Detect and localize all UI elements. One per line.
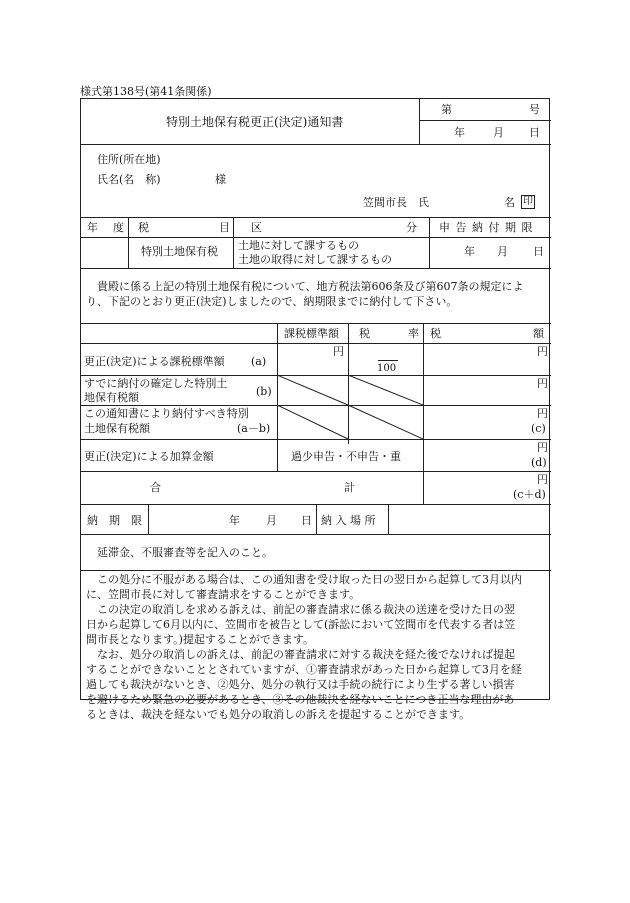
addressee-bottom-rule (81, 217, 551, 218)
number-suffix: 号 (529, 103, 540, 116)
not-applicable-slashes (277, 375, 423, 439)
row-c-mark: (a－b) (237, 422, 271, 435)
title-divider (419, 99, 420, 144)
row-b-label-line-1: すでに納付の確定した特別土 (84, 377, 228, 390)
row-c-label-line-2: 土地保有税額 (84, 422, 150, 435)
payment-deadline-label: 納 期 限 (87, 514, 142, 527)
notice-line-1: 貴殿に係る上記の特別土地保有税について、地方税法第606条及び第607条の規定によ (97, 280, 524, 293)
total-amount-yen: 円 (537, 473, 548, 486)
title-bottom-rule (81, 144, 551, 145)
header-deadline: 申 告 納 付 期 限 (439, 221, 534, 234)
header-amount-1: 税 (430, 327, 441, 340)
remarks-bottom-rule (81, 570, 551, 571)
tax-col-divider-3 (429, 217, 430, 268)
row-b-mark: (b) (256, 385, 272, 398)
header-kubun-2: 分 (406, 221, 417, 234)
payment-day: 日 (301, 514, 312, 527)
rate-fraction-bar (378, 360, 398, 361)
payment-divider-3 (388, 504, 389, 534)
row-a-mark: (a) (251, 355, 267, 368)
row-c-amount-yen: 円 (537, 407, 548, 420)
appeal-p2-line-3: 間市長となります。)提起することができます。 (86, 633, 315, 646)
deadline-day: 日 (533, 245, 544, 258)
row-d-rule (81, 471, 551, 472)
row-b-amount-yen: 円 (537, 377, 548, 390)
appeal-p3-line-5: るときは、裁決を経ないでも処分の取消しの訴えを提起することができます。 (86, 708, 471, 721)
appeal-p3-line-4: を避けるため緊急の必要があるとき、③その他裁決を経ないことにつき正当な理由があ (86, 693, 515, 706)
issuer-title: 笠間市長 氏 (363, 196, 429, 209)
row-d-amount-yen: 円 (537, 441, 548, 454)
row-a-label: 更正(決定)による課税標準額 (84, 355, 225, 368)
name-label: 氏名(名 称) (97, 173, 161, 186)
row-b-label-line-2: 地保有税額 (84, 391, 139, 404)
deadline-month: 月 (497, 245, 508, 258)
appeal-p3-line-3: 過しても裁決がないとき、②処分、処分の執行又は手続の続行により生ずる著しい損害 (86, 678, 515, 691)
row-c-rule (81, 439, 551, 440)
total-label-2: 計 (344, 481, 355, 494)
notice-line-2: り、下記のとおり更正(決定)しましたので、納期限までに納付して下さい。 (86, 295, 458, 308)
appeal-p2-line-2: 日から起算して6月以内に、笠間市を被告として(訴訟において笠間市を代表する者は笠 (86, 618, 516, 631)
calc-col-divider-3 (423, 323, 424, 504)
remarks: 延滞金、不服審査等を記入のこと。 (97, 546, 273, 559)
calc-header-rule (81, 343, 551, 344)
row-d-options: 過少申告・不申告・重 (291, 450, 401, 463)
kubun-acquisition: 土地の取得に対して課するもの (238, 253, 392, 266)
appeal-p1-line-1: この処分に不服がある場合は、この通知書を受け取った日の翌日から起算して3月以内 (97, 573, 522, 586)
row-d-label: 更正(決定)による加算金額 (84, 450, 214, 463)
payment-divider-1 (148, 504, 149, 534)
header-amount-2: 額 (533, 327, 544, 340)
appeal-p3-line-2: することができないこととされていますが、①審査請求があった日から起算して3月を経 (86, 663, 522, 676)
rate-denominator: 100 (377, 363, 397, 374)
header-nendo-1: 年 (87, 221, 98, 234)
seal-mark: 印 (523, 196, 533, 207)
tax-bottom-rule (81, 268, 551, 269)
issue-day-label: 日 (529, 126, 540, 139)
issue-month-label: 月 (493, 126, 504, 139)
header-kubun-1: 区 (251, 221, 262, 234)
issuer-name-label: 名 (504, 196, 515, 209)
header-nendo-2: 度 (113, 221, 124, 234)
number-label: 第 (441, 103, 452, 116)
total-note: (c＋d) (513, 488, 546, 501)
payment-year: 年 (229, 514, 240, 527)
payment-month: 月 (266, 514, 277, 527)
header-zeimoku-2: 目 (219, 221, 230, 234)
row-a-amount-yen: 円 (537, 345, 548, 358)
tax-col-divider-1 (128, 217, 129, 268)
zeimoku-value: 特別土地保有税 (141, 245, 218, 258)
payment-bottom-rule (81, 534, 551, 535)
row-c-note: (c) (531, 422, 546, 435)
form-number: 様式第138号(第41条関係) (80, 85, 212, 98)
notice-form (80, 98, 550, 721)
notice-bottom-rule (81, 323, 551, 324)
appeal-p2-line-1: この決定の取消しを求める訴えは、前記の審査請求に係る裁決の送達を受けた日の翌 (97, 603, 515, 616)
header-rate-1: 税 (359, 327, 370, 340)
row-c-label-line-1: この通知書により納付すべき特別 (84, 407, 249, 420)
payment-place-label: 納 入 場 所 (321, 514, 376, 527)
number-date-divider (419, 120, 551, 121)
header-zeimoku-1: 税 (138, 221, 149, 234)
form-title: 特別土地保有税更正(決定)通知書 (166, 115, 344, 129)
row-a-base-yen: 円 (333, 345, 344, 358)
total-label-1: 合 (150, 481, 161, 494)
appeal-p3-line-1: なお、処分の取消しの訴えは、前記の審査請求に対する裁決を経た後でなければ提起 (97, 648, 515, 661)
header-base-amount: 課税標準額 (284, 327, 339, 340)
appeal-p1-line-2: に、笠間市長に対して審査請求をすることができます。 (86, 588, 361, 601)
address-label: 住所(所在地) (97, 153, 161, 166)
deadline-year: 年 (464, 245, 475, 258)
row-d-note: (d) (531, 456, 547, 469)
kubun-land: 土地に対して課するもの (238, 239, 359, 252)
header-rate-2: 率 (408, 327, 419, 340)
tax-col-divider-2 (233, 217, 234, 268)
issue-year-label: 年 (454, 126, 465, 139)
tax-header-rule (81, 237, 551, 238)
payment-divider-2 (316, 504, 317, 534)
honorific-sama: 様 (215, 173, 226, 186)
